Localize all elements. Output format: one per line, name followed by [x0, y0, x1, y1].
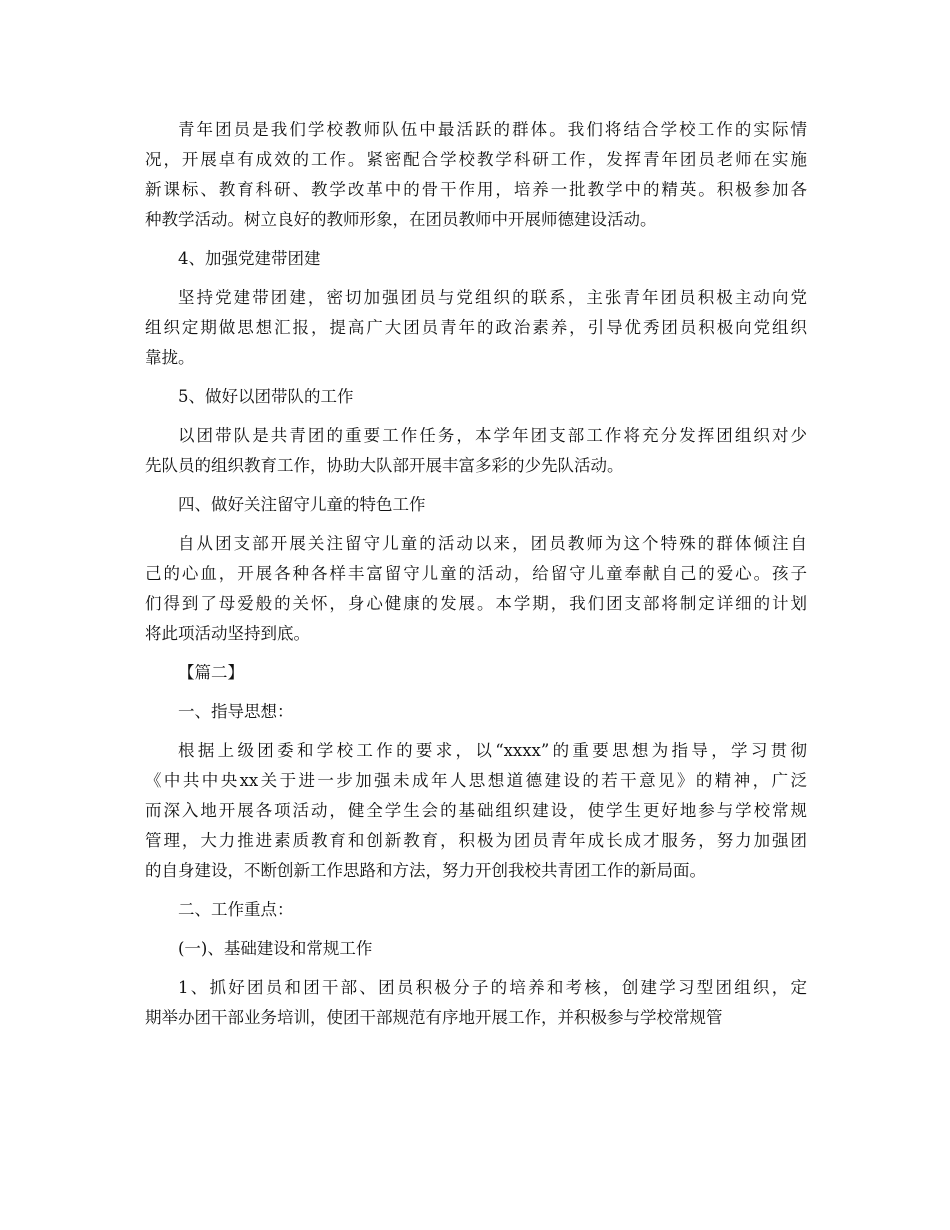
- text-line: 种教学活动。树立良好的教师形象，在团员教师中开展师德建设活动。: [145, 210, 657, 229]
- paragraph: [145, 115, 807, 235]
- text-line: 将此项活动坚持到底。: [145, 624, 310, 643]
- text-line: 《中共中央xx关于进一步加强未成年人思想道德建设的若干意见》的精神，广泛: [145, 771, 807, 790]
- section-heading: [145, 934, 807, 964]
- text-line: 靠拢。: [145, 348, 195, 367]
- text-line: 二、工作重点：: [178, 900, 294, 919]
- text-line: 们得到了母爱般的关怀，身心健康的发展。本学期，我们团支部将制定详细的计划: [145, 594, 807, 613]
- paragraph: [145, 283, 807, 373]
- text-line: 自从团支部开展关注留守儿童的活动以来，团员教师为这个特殊的群体倾注自: [178, 534, 807, 553]
- text-line: 先队员的组织教育工作，协助大队部开展丰富多彩的少先队活动。: [145, 456, 624, 475]
- document-body: [145, 115, 807, 1033]
- section-heading: [145, 658, 807, 688]
- text-line: 5、做好以团带队的工作: [178, 387, 354, 406]
- text-line: 组织定期做思想汇报，提高广大团员青年的政治素养，引导优秀团员积极向党组织: [145, 318, 807, 337]
- text-line: 况，开展卓有成效的工作。紧密配合学校教学科研工作，发挥青年团员老师在实施: [145, 150, 807, 169]
- text-line: (一)、基础建设和常规工作: [178, 939, 373, 958]
- text-line: 期举办团干部业务培训，使团干部规范有序地开展工作，并积极参与学校常规管: [145, 1008, 723, 1027]
- text-line: 以团带队是共青团的重要工作任务，本学年团支部工作将充分发挥团组织对少: [178, 426, 807, 445]
- text-line: 管理，大力推进素质教育和创新教育，积极为团员青年成长成才服务，努力加强团: [145, 831, 807, 850]
- text-line: 一、指导思想：: [178, 702, 294, 721]
- text-line: 青年团员是我们学校教师队伍中最活跃的群体。我们将结合学校工作的实际情: [178, 120, 807, 139]
- paragraph: [145, 421, 807, 481]
- paragraph: [145, 736, 807, 886]
- section-heading: [145, 244, 807, 274]
- section-heading: [145, 697, 807, 727]
- paragraph: [145, 973, 807, 1033]
- text-line: 己的心血，开展各种各样丰富留守儿童的活动，给留守儿童奉献自己的爱心。孩子: [145, 564, 807, 583]
- text-line: 的自身建设，不断创新工作思路和方法，努力开创我校共青团工作的新局面。: [145, 861, 706, 880]
- text-line: 【篇二】: [178, 663, 244, 682]
- text-line: 而深入地开展各项活动，健全学生会的基础组织建设，使学生更好地参与学校常规: [145, 801, 807, 820]
- text-line: 坚持党建带团建，密切加强团员与党组织的联系，主张青年团员积极主动向党: [178, 288, 807, 307]
- text-line: 4、加强党建带团建: [178, 249, 321, 268]
- section-heading: [145, 895, 807, 925]
- text-line: 根据上级团委和学校工作的要求，以“xxxx”的重要思想为指导，学习贯彻: [178, 741, 807, 760]
- text-line: 新课标、教育科研、教学改革中的骨干作用，培养一批教学中的精英。积极参加各: [145, 180, 807, 199]
- section-heading: [145, 490, 807, 520]
- paragraph: [145, 529, 807, 649]
- text-line: 1、抓好团员和团干部、团员积极分子的培养和考核，创建学习型团组织，定: [178, 978, 807, 997]
- text-line: 四、做好关注留守儿童的特色工作: [178, 495, 426, 514]
- section-heading: [145, 382, 807, 412]
